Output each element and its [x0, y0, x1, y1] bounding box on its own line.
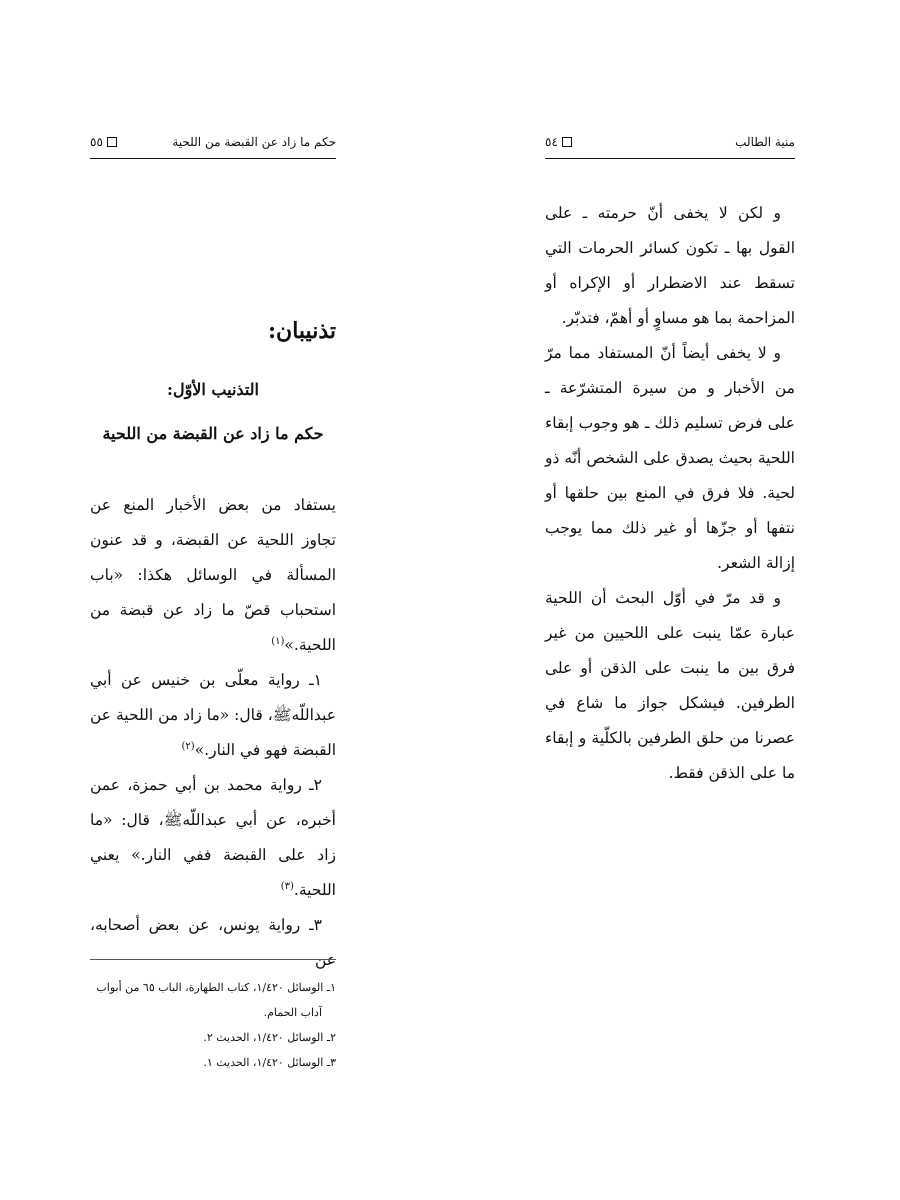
footnote: ١ـ الوسائل ١/٤٢٠، كتاب الطهارة، الباب ٦٥ من أبواب آداب الحمام.	[96, 981, 336, 1019]
paragraph: ٢ـ رواية محمد بن أبي حمزة، عمن أخبره، عن أبي عبداللّهﷺ، قال: «ما زاد على القبضة ففي النار.» يعني اللحية.$^{(٣)}$	[90, 776, 336, 899]
footnote-marker: (٣)	[280, 880, 294, 892]
topic-heading: حكم ما زاد عن القبضة من اللحية	[102, 424, 324, 443]
sub-heading: التذنيب الأوّل:	[167, 380, 259, 399]
footnote-rule	[90, 959, 336, 960]
paragraph: ٣ـ رواية يونس، عن بعض أصحابه، عن	[90, 916, 336, 969]
paragraph: يستفاد من بعض الأخبار المنع عن تجاوز اللحية عن القبضة، و قد عنون المسألة في الوسائل هكذا: «باب استحباب قصّ ما زاد عن قبضة من اللحية.»$^{(١)}$	[90, 496, 336, 654]
page-number: ٥٤	[545, 135, 558, 149]
page-number-block	[90, 131, 117, 153]
footnote: ٣ـ الوسائل ١/٤٢٠، الحديث ١.	[203, 1056, 336, 1069]
section-heading: تذنيبان:	[267, 318, 336, 344]
paragraph: ١ـ رواية معلّى بن خنيس عن أبي عبداللّهﷺ، قال: «ما زاد من اللحية عن القبضة فهو في النار.»$^{(٢)}$	[90, 671, 336, 759]
paragraph: و لا يخفى أيضاً أنّ المستفاد مما مرّ من الأخبار و من سيرة المتشرّعة ـ على فرض تسليم ذلك ـ هو وجوب إبقاء اللحية بحيث يصدق على الشخص أنّه ذو لحية. فلا فرق في المنع بين حلقها أو نتفها أو جزّها أو غير ذلك مما يوجب إزالة الشعر.	[545, 344, 795, 572]
footnote: ٢ـ الوسائل ١/٤٢٠، الحديث ٢.	[203, 1031, 336, 1044]
footnotes	[90, 975, 336, 1075]
header-rule	[90, 158, 336, 159]
square-ornament-icon	[562, 137, 572, 147]
footnote-marker: (٢)	[181, 740, 195, 752]
paragraph: و لكن لا يخفى أنّ حرمته ـ على القول بها ـ تكون كسائر الحرمات التي تسقط عند الاضطرار أو الإكراه أو المزاحمة بما هو مساوٍ أو أهمّ، فتدبّر.	[545, 204, 795, 327]
running-title: منية الطالب	[735, 135, 795, 149]
page-number: ٥٥	[90, 135, 103, 149]
running-title: حكم ما زاد عن القبضة من اللحية	[172, 135, 336, 149]
page-number-block	[545, 131, 572, 153]
running-head	[90, 131, 336, 153]
footnote-marker: (١)	[271, 635, 285, 647]
header-rule	[545, 158, 795, 159]
square-ornament-icon	[107, 137, 117, 147]
paragraph: و قد مرّ في أوّل البحث أن اللحية عبارة عمّا ينبت على اللحيين من غير فرق بين ما ينبت على الذقن أو على الطرفين. فيشكل جواز ما شاع في عصرنا من حلق الطرفين بالكلّية و إبقاء ما على الذقن فقط.	[545, 589, 795, 782]
body-text	[90, 488, 336, 978]
running-head	[545, 131, 795, 153]
body-text	[545, 196, 795, 791]
